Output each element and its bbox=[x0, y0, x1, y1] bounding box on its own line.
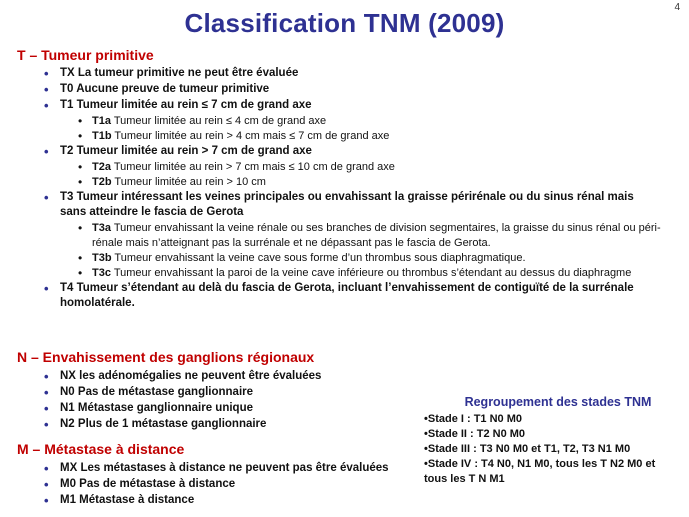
list-item bbox=[42, 98, 662, 113]
item-text: Tumeur limitée au rein > 7 cm mais ≤ 10 cm de grand axe bbox=[110, 161, 395, 173]
list-item: • NX les adénomégalies ne peuvent être évaluées bbox=[42, 369, 402, 384]
page-title: Classification TNM (2009) bbox=[184, 8, 505, 38]
section-heading-m: M – Métastase à distance bbox=[17, 441, 185, 457]
m-list bbox=[42, 461, 412, 509]
list-item bbox=[42, 66, 662, 81]
stade-item bbox=[424, 457, 664, 487]
section-heading-n: N – Envahissement des ganglions régionaux bbox=[17, 349, 315, 365]
item-text: Tumeur envahissant la paroi de la veine cave inférieure ou thrombus s’étendant au dessus du diaphragme bbox=[110, 267, 632, 279]
item-code: T2b bbox=[92, 176, 112, 188]
item-text: T0 Aucune preuve de tumeur primitive bbox=[60, 83, 270, 95]
item-text: Tumeur envahissant la veine rénale ou ses branches de division segmentaires, la graisse du sinus rénal ou péri-rénale mais n’atteignant pas la surrénale et ne dépassant pas le fascia de Gerota. bbox=[92, 222, 661, 249]
sub-list-item bbox=[78, 114, 662, 129]
item-text: TX La tumeur primitive ne peut être évaluée bbox=[60, 67, 299, 79]
list-item: • N2 Plus de 1 métastase ganglionnaire bbox=[42, 417, 402, 432]
list-item: • N0 Pas de métastase ganglionnaire bbox=[42, 385, 402, 400]
sub-list-item bbox=[78, 175, 662, 190]
list-item: • MX Les métastases à distance ne peuvent pas être évaluées bbox=[42, 461, 412, 476]
sub-list-item bbox=[78, 266, 662, 281]
item-text: T3 Tumeur intéressant les veines principales ou envahissant la graisse périrénale ou du sinus rénal mais sans atteindre le fascia de Gerota bbox=[60, 191, 634, 218]
item-text: T1 Tumeur limitée au rein ≤ 7 cm de grand axe bbox=[60, 99, 312, 111]
list-item: • M0 Pas de métastase à distance bbox=[42, 477, 412, 492]
item-code: T1b bbox=[92, 130, 112, 142]
page-number: 4 bbox=[674, 2, 680, 13]
list-item: • N1 Métastase ganglionnaire unique bbox=[42, 401, 402, 416]
list-item bbox=[42, 144, 662, 159]
stades-title: Regroupement des stades TNM bbox=[464, 395, 652, 409]
item-text: Tumeur limitée au rein > 4 cm mais ≤ 7 cm de grand axe bbox=[111, 130, 390, 142]
list-item bbox=[42, 190, 662, 220]
bullet-icon: • bbox=[424, 413, 428, 425]
t-list bbox=[42, 66, 662, 312]
item-code: T1a bbox=[92, 115, 111, 127]
bullet-icon: • bbox=[424, 458, 428, 470]
item-text: T4 Tumeur s’étendant au delà du fascia de Gerota, incluant l’envahissement de contiguïté de la surrénale homolatérale. bbox=[60, 282, 634, 309]
item-code: T3a bbox=[92, 222, 111, 234]
sub-list-item bbox=[78, 129, 662, 144]
item-text: Tumeur limitée au rein > 10 cm bbox=[111, 176, 266, 188]
sub-list-item bbox=[78, 221, 662, 251]
sub-list-item bbox=[78, 251, 662, 266]
list-item bbox=[42, 281, 662, 311]
item-code: T2a bbox=[92, 161, 111, 173]
list-item bbox=[42, 82, 662, 97]
item-code: T3b bbox=[92, 252, 112, 264]
stade-item bbox=[424, 412, 674, 427]
stade-text: Stade IV : T4 N0, N1 M0, tous les T N2 M0 et tous les T N M1 bbox=[424, 458, 656, 485]
sub-list-item bbox=[78, 160, 662, 175]
stade-text: Stade III : T3 N0 M0 et T1, T2, T3 N1 M0 bbox=[427, 443, 631, 455]
bullet-icon: • bbox=[424, 443, 428, 455]
stade-text: Stade I : T1 N0 M0 bbox=[427, 413, 522, 425]
item-text: T2 Tumeur limitée au rein > 7 cm de grand axe bbox=[60, 145, 312, 157]
stade-item bbox=[424, 427, 674, 442]
item-text: Tumeur envahissant la veine cave sous forme d’un thrombus sous diaphragmatique. bbox=[111, 252, 526, 264]
stades-group bbox=[424, 395, 674, 487]
item-text: Tumeur limitée au rein ≤ 4 cm de grand axe bbox=[110, 115, 327, 127]
list-item: • M1 Métastase à distance bbox=[42, 493, 412, 508]
stade-item bbox=[424, 442, 674, 457]
item-code: T3c bbox=[92, 267, 111, 279]
bullet-icon: • bbox=[424, 428, 428, 440]
section-heading-t: T – Tumeur primitive bbox=[17, 47, 154, 63]
n-list bbox=[42, 369, 402, 433]
stade-text: Stade II : T2 N0 M0 bbox=[427, 428, 526, 440]
